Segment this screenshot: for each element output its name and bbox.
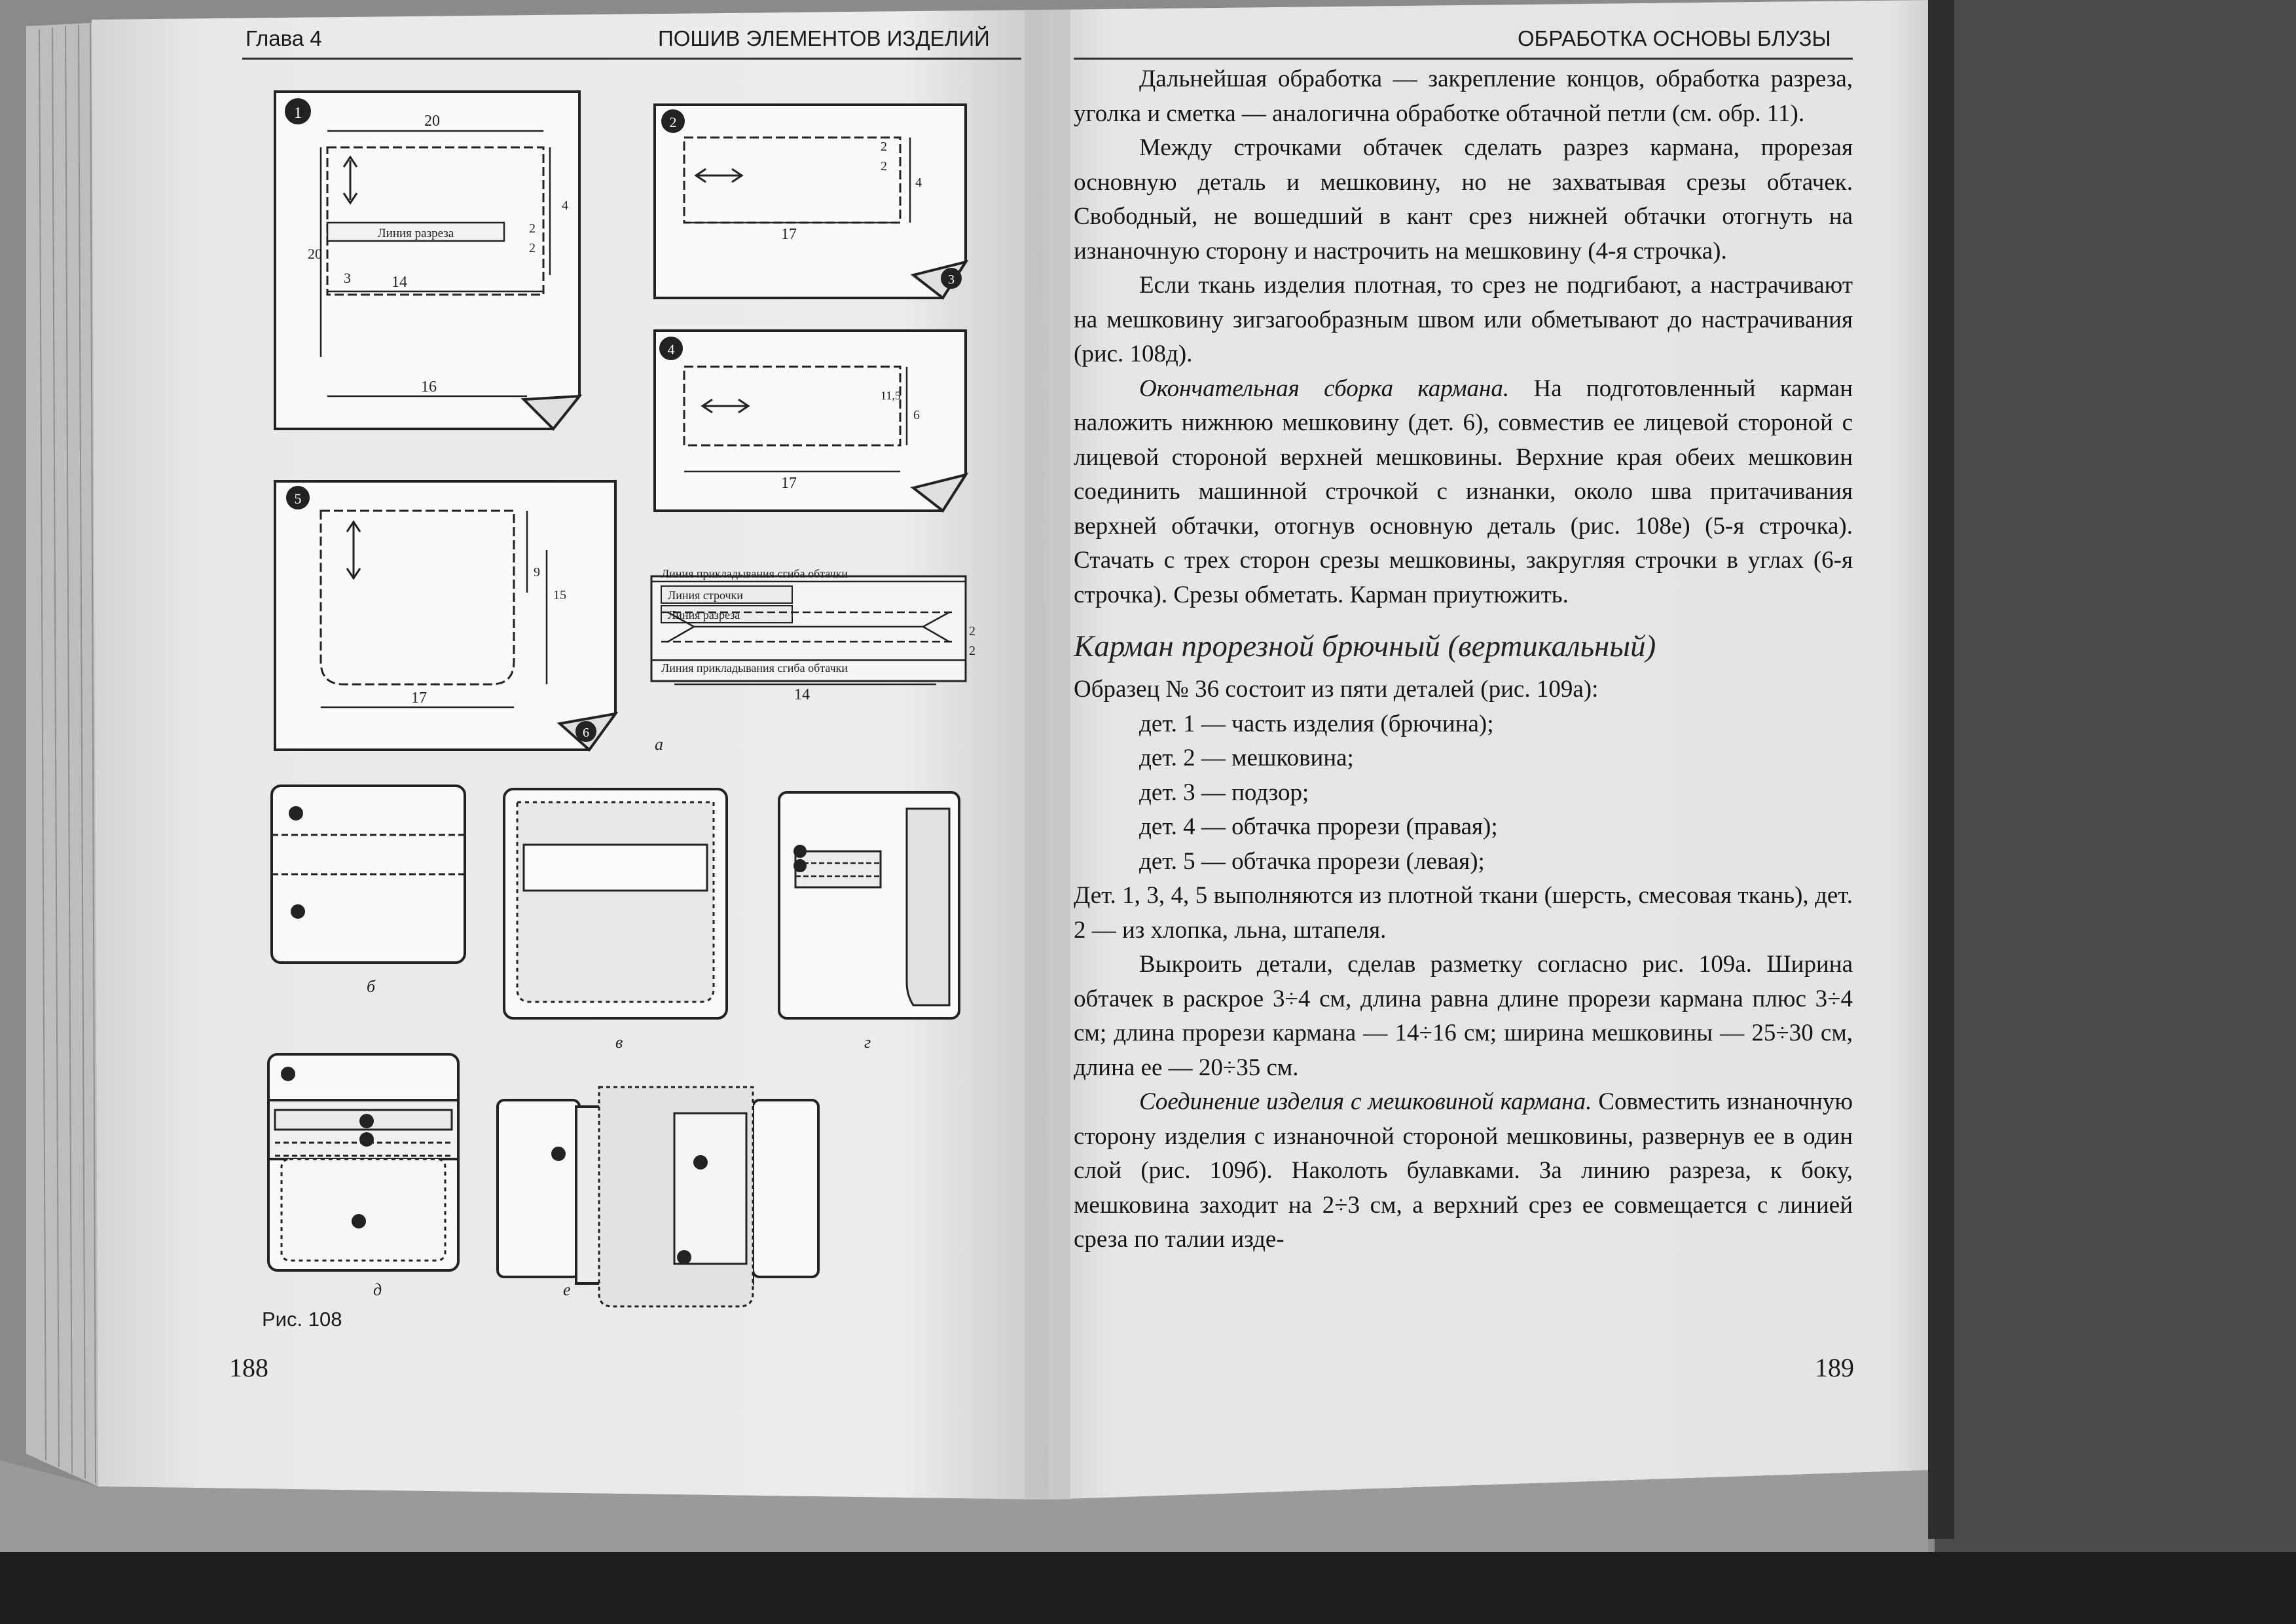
- paragraph: Дет. 1, 3, 4, 5 выполняются из плотной ткани (шерсть, смесовая ткань), дет. 2 — из хлопка, льна, штапеля.: [1074, 882, 1853, 944]
- paragraph: Если ткань изделия плотная, то срез не подгибают, а настрачивают на мешковину зигзагообразным швом или обметывают до настрачивания (рис. 108д).: [1074, 272, 1853, 367]
- dimension-label: 20: [308, 246, 322, 262]
- dimension-label: 6: [913, 408, 920, 422]
- panel-letter: а: [655, 735, 663, 754]
- panel-letter: д: [373, 1280, 382, 1299]
- stitch-line-label: Линия строчки: [668, 589, 743, 602]
- part-2-diagram: [655, 105, 966, 298]
- paragraph-run-in-title: Окончательная сборка кармана.: [1139, 375, 1510, 402]
- paragraph: Образец № 36 состоит из пяти деталей (рис. 109а):: [1074, 676, 1599, 703]
- list-item: дет. 4 — обтачка прорези (правая);: [1139, 813, 1498, 840]
- dimension-label: 9: [534, 565, 540, 580]
- dimension-label: 2: [969, 644, 975, 658]
- dimension-label: 4: [915, 175, 922, 190]
- paragraph-text: На подготовленный карман наложить нижнюю мешковину (дет. 6), совместив ее лицевой стороной с лицевой стороной верхней мешковины. Верхние края обеих мешковин соединить машинной строчкой с изнанки, около шва притачивания верхней обтачки, отогнув основную деталь (рис. 108е) (5-я строчка). Стачать с трех сторон срезы мешковины, закругляя строчки в углах (6-я строчка). Срезы обметать. Карман приутюжить.: [1074, 375, 1853, 608]
- part-4-diagram: [655, 331, 966, 511]
- part-number: 4: [667, 341, 675, 358]
- dimension-label: 4: [562, 198, 568, 213]
- panel-letter: г: [864, 1033, 871, 1052]
- part-5-diagram: [275, 481, 615, 750]
- part-number: 5: [294, 490, 302, 507]
- part-number: 2: [669, 114, 677, 130]
- paragraph: Между строчками обтачек сделать разрез кармана, прорезая основную деталь и мешковину, но не захватывая срезы обтачек. Свободный, не вошедший в кант срез нижней обтачки отогнуть на изнаночную сторону и настрочить на мешковину (4-я строчка).: [1074, 134, 1853, 265]
- panel-g-diagram: [779, 792, 959, 1052]
- right-header-rule: [1074, 58, 1853, 60]
- left-page-header-chapter: Глава 4: [246, 26, 322, 50]
- right-page-header-title: ОБРАБОТКА ОСНОВЫ БЛУЗЫ: [1518, 26, 1831, 50]
- panel-b-diagram: [272, 786, 465, 996]
- list-item: дет. 1 — часть изделия (брючина);: [1139, 710, 1494, 737]
- paragraph-text: Совместить изнаночную сторону изделия с изнаночной стороной мешковины, развернув ее в один слой (рис. 109б). Наколоть булавками. За линию разреза, к боку, мешковина заходит на 2÷3 см, а верхний срез ее совмещается с линией среза по талии изде-: [1074, 1088, 1853, 1253]
- dimension-label: 15: [553, 588, 566, 602]
- left-page-number: 188: [229, 1353, 268, 1382]
- left-page-header-title: ПОШИВ ЭЛЕМЕНТОВ ИЗДЕЛИЙ: [658, 26, 990, 50]
- list-item: дет. 5 — обтачка прорези (левая);: [1139, 847, 1485, 875]
- part-number: 6: [583, 726, 589, 740]
- dimension-label: 20: [424, 113, 440, 130]
- part-number: 1: [294, 105, 302, 122]
- right-page-number: 189: [1815, 1353, 1854, 1382]
- panel-e-diagram: [498, 1087, 818, 1306]
- dimension-label: 17: [411, 690, 427, 707]
- cut-line-label: Линия разреза: [668, 608, 740, 621]
- panel-letter: е: [563, 1280, 571, 1299]
- fold-line-label: Линия прикладывания сгиба обтачки: [661, 567, 848, 580]
- dimension-label: 2: [881, 159, 887, 174]
- dimension-label: 2: [529, 241, 536, 255]
- dimension-label: 2: [881, 139, 887, 154]
- dimension-label: 14: [794, 686, 810, 703]
- list-item: дет. 3 — подзор;: [1139, 779, 1309, 806]
- dimension-label: 2: [529, 221, 536, 236]
- dimension-label: 11,5: [881, 389, 901, 402]
- list-item: дет. 2 — мешковина;: [1139, 745, 1354, 771]
- right-page-text: [1074, 62, 1853, 1257]
- parts-list: [1074, 707, 1853, 879]
- panel-letter: в: [615, 1033, 623, 1052]
- panel-v-diagram: [504, 789, 727, 1052]
- panel-letter: б: [367, 977, 376, 996]
- dimension-label: 14: [392, 274, 407, 291]
- paragraph: Дальнейшая обработка — закрепление концов, обработка разреза, уголка и сметка — аналогична обработке обтачной петли (см. обр. 11).: [1074, 65, 1853, 127]
- paragraph: [1074, 372, 1853, 613]
- panel-d-diagram: [268, 1054, 458, 1299]
- dimension-label: 16: [421, 378, 437, 396]
- part-1-diagram: [275, 92, 579, 429]
- dimension-label: 17: [781, 475, 797, 492]
- assembly-lines-diagram: [651, 567, 975, 703]
- figure-caption: Рис. 108: [262, 1308, 342, 1331]
- dimension-label: 3: [344, 270, 351, 286]
- cut-line-label: Линия разреза: [377, 227, 454, 240]
- paragraph: Выкроить детали, сделав разметку согласно рис. 109а. Ширина обтачек в раскрое 3÷4 см, длина равна длине прорези кармана плюс 3÷4 см; длина прорези кармана — 14÷16 см; ширина мешковины — 25÷30 см, длина ее — 20÷35 см.: [1074, 951, 1853, 1081]
- paragraph: [1074, 1085, 1853, 1257]
- dimension-label: 17: [781, 226, 797, 243]
- fold-line-label: Линия прикладывания сгиба обтачки: [661, 661, 848, 674]
- dimension-label: 2: [969, 624, 975, 638]
- section-title: Карман прорезной брючный (вертикальный): [1074, 629, 1656, 663]
- paragraph-run-in-title: Соединение изделия с мешковиной кармана.: [1139, 1088, 1592, 1115]
- part-number: 3: [948, 272, 955, 287]
